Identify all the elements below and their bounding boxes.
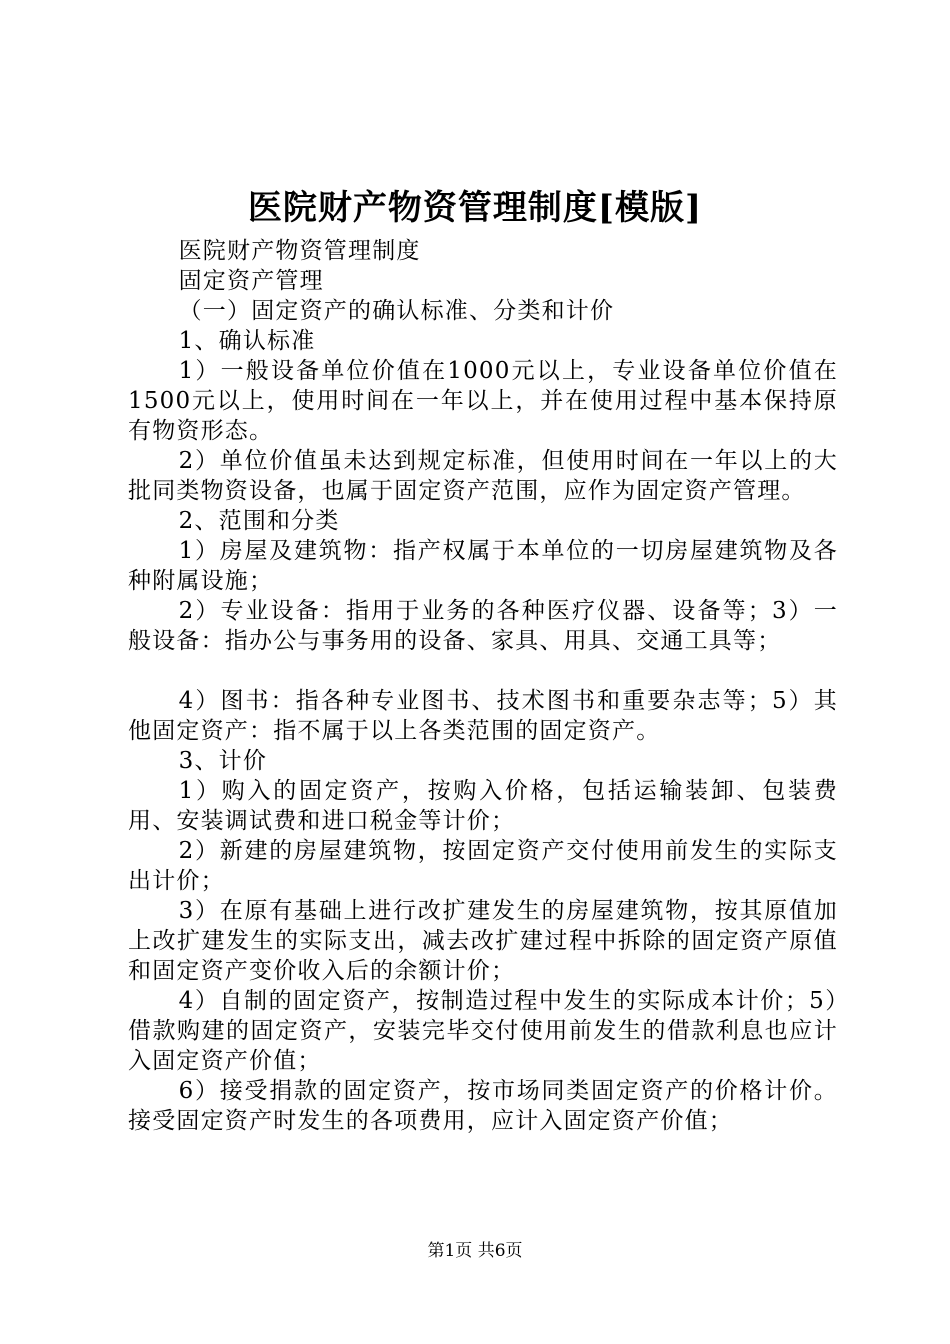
paragraph: （一）固定资产的确认标准、分类和计价 [178,298,615,324]
paragraph: 1）一般设备单位价值在1000元以上，专业设备单位价值在1500元以上，使用时间在一年以上，并在使用过程中基本保持原有物资形态。 [128,358,838,444]
paragraph: 1）购入的固定资产，按购入价格，包括运输装卸、包装费用、安装调试费和进口税金等计价； [128,778,838,834]
paragraph: 4）自制的固定资产，按制造过程中发生的实际成本计价；5）借款购建的固定资产，安装完毕交付使用前发生的借款利息也应计入固定资产价值； [128,988,838,1074]
document-title: 医院财产物资管理制度[模版] [247,188,703,228]
document-body [128,236,838,1136]
paragraph: 4）图书：指各种专业图书、技术图书和重要杂志等；5）其他固定资产：指不属于以上各类范围的固定资产。 [128,688,838,744]
paragraph: 1）房屋及建筑物：指产权属于本单位的一切房屋建筑物及各种附属设施； [128,538,838,594]
paragraph: 2）新建的房屋建筑物，按固定资产交付使用前发生的实际支出计价； [128,838,838,894]
paragraph: 3、计价 [178,748,268,774]
paragraph: 6）接受捐款的固定资产，按市场同类固定资产的价格计价。接受固定资产时发生的各项费用，应计入固定资产价值； [128,1078,838,1134]
paragraph: 医院财产物资管理制度 [178,238,421,264]
paragraph-spacer [128,656,838,686]
paragraph: 2）专业设备：指用于业务的各种医疗仪器、设备等；3）一般设备：指办公与事务用的设备、家具、用具、交通工具等； [128,598,838,654]
page-number-footer: 第1页 共6页 [427,1241,523,1261]
paragraph: 2）单位价值虽未达到规定标准，但使用时间在一年以上的大批同类物资设备，也属于固定资产范围，应作为固定资产管理。 [128,448,838,504]
paragraph: 2、范围和分类 [178,508,340,534]
paragraph: 1、确认标准 [178,328,316,354]
paragraph: 固定资产管理 [178,268,324,294]
paragraph: 3）在原有基础上进行改扩建发生的房屋建筑物，按其原值加上改扩建发生的实际支出，减去改扩建过程中拆除的固定资产原值和固定资产变价收入后的余额计价； [128,898,838,984]
